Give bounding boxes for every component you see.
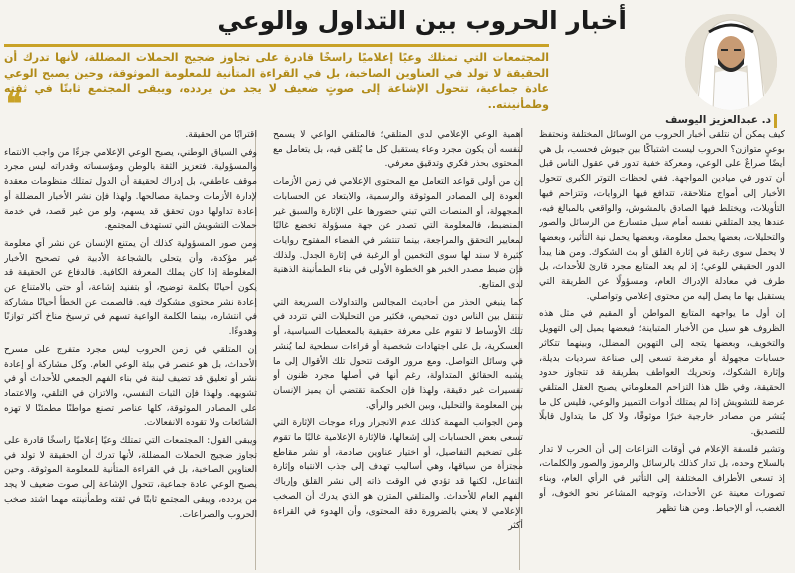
paragraph: ومن الجوانب المهمة كذلك عدم الانجرار وراء موجات الإثارة التي تسعى بعض الحسابات إلى إشعالها، فالإثارة الإعلامية غالبًا ما تقوم على تضخيم التفاصيل، أو اختيار عناوين صادمة، أو نشر مقاطع مجتزأة من سياقها، وهي أساليب تهدف إلى جذب الانتباه وإثارة التفاعل، لكنها قد تؤدي في الوقت ذاته إلى نشر القلق وإرباك الفهم العام للأحداث. والمتلقي المتزن هو الذي يدرك أن الصخب الإعلامي لا يعني بالضرورة دقة المحتوى، وأن الهدوء في القراءة أكثر — [273, 417, 523, 532]
paragraph: أهمية الوعي الإعلامي لدى المتلقي؛ فالمتلقي الواعي لا يسمح لنفسه أن يكون مجرد وعاء يستقبل كل ما يُلقى فيه، بل يتعامل مع المحتوى بحذر فكري وتدقيق معرفي. — [273, 129, 523, 170]
paragraph: إن المتلقي في زمن الحروب ليس مجرد متفرج على مسرح الأحداث، بل هو عنصر في بيئة الوعي العام. وكل مشاركة أو إعادة نشر أو تعليق قد تضيف لبنة في بناء الفهم الجمعي للأحداث أو في تشويهه. ولهذا فإن الثبات النفسي، والاتزان في التلقي، والاعتماد على المصادر الموثوقة، كلها عناصر تصنع مواطنًا مطمئنًا لا تهزه الشائعات ولا تقوده الانفعالات. — [4, 343, 257, 429]
paragraph: إن من أولى قواعد التعامل مع المحتوى الإعلامي في زمن الأزمات العودة إلى المصادر الموثوقة والرسمية، والابتعاد عن الحسابات المجهولة، أو المنصات التي تبني حضورها على الإثارة والسبق غير المنضبط، فالمعلومة التي تصدر عن جهة مسؤولة تخضع غالبًا لمعايير التحقق والمراجعة، بينما تنتشر في الفضاء المفتوح روايات كثيرة لا سند لها سوى التخمين أو الرغبة في إثارة الجدل. ولذلك فإن ضبط مصدر الخبر هو الخطوة الأولى في بناء الطمأنينة الذهنية لدى المتابع. — [273, 176, 523, 291]
paragraph: كيف يمكن أن نتلقى أخبار الحروب من الوسائل المختلفة ونحتفظ بوعيٍ متوازن؟ الحروب ليست اشتباكًا بين جيوش فحسب، بل هي أيضًا صراعٌ على الوعي، ومعركة خفية تدور في عقول الناس قبل أن تدور في ميادين المواجهة. ففي لحظات التوتر الكبرى تتحول الأخبار إلى أمواج متلاحقة، تتدافع فيها الروايات، وتتزاحم فيها التأويلات، ويختلط فيها الصادق بالمشوش، والواقعي بالمبالغ فيه، عندها يجد المتلقي نفسه أمام سيل متسارع من الرسائل والصور والتحليلات، بعضها يحمل معلومة، وبعضها يحمل نية التأثير، وبعضها لا يحمل سوى رغبة في إثارة القلق أو بث الشكوك. ومن هنا يبدأ الدور الحقيقي للوعي؛ إذ لم يعد المتابع مجرد قارئ للأحداث، بل طرف في معادلة الإدراك العام، ومسؤولًا عن الطريقة التي يستقبل بها ما يصل إليه من محتوى إعلامي وتواصلي. — [539, 129, 785, 302]
author-box — [647, 14, 785, 126]
paragraph: إن أول ما يواجهه المتابع المواطن أو المقيم في مثل هذه الظروف هو سيل من الأخبار المتباينة؛ فبعضها يميل إلى التهويل والتخويف، وبعضها يتجه إلى التهوين المضلل، وبينهما تتكاثر حسابات مجهولة أو مغرضة تسعى إلى صناعة سرديات بديلة، وإثارة الشكوك، وتحريك العواطف بطريقة قد تتجاوز حدود الحقيقة، وفي ظل هذا التزاحم المعلوماتي يصبح العقل المتلقي عرضة للتشويش إذا لم يمتلك أدوات التمييز والوعي، فليس كل ما يُنشر من مصادر خارجية خبرًا موثوقًا، ولا كل ما يتداول قابلًا للتصديق. — [539, 308, 785, 438]
paragraph: وتشير فلسفة الإعلام في أوقات النزاعات إلى أن الحرب لا تدار بالسلاح وحده، بل تدار كذلك بالرسائل والرموز والصور والكلمات، إذ تسعى الأطراف المختلفة إلى التأثير في الرأي العام، وبناء تصورات معينة عن الأحداث، وتوجيه المشاعر نحو الخوف، أو الغضب، أو الإحباط. ومن هنا تظهر — [539, 443, 785, 514]
paragraph: اقترابًا من الحقيقة. — [185, 129, 257, 140]
paragraph: وفي السياق الوطني، يصبح الوعي الإعلامي جزءًا من واجب الانتماء والمسؤولية. فتعزيز الثقة بالوطن ومؤسساته وقدراته ليس مجرد موقف عاطفي، بل إدراك لحقيقة أن الدول تمتلك منظومات معقدة لإدارة الأزمات وحماية مصالحها. ولهذا فإن نشر الأخبار المضللة أو إعادة تداولها دون تحقق قد يسهم، ولو من غير قصد، في خدمة حملات التشويش التي تستهدف المجتمع. — [4, 146, 257, 232]
article-title: أخبار الحروب بين التداول والوعي — [217, 6, 627, 35]
title-rule — [4, 44, 549, 47]
author-name: د. عبدالعزيز اليوسف — [665, 114, 771, 126]
column-2 — [273, 128, 523, 573]
quote-mark-icon: ❝ — [6, 87, 23, 122]
paragraph: ويبقى القول: المجتمعات التي تمتلك وعيًا إعلاميًا راسخًا قادرة على تجاوز ضجيج الحملات المضللة، لأنها تدرك أن الحقيقة لا تولد في العناوين الصاخبة، بل في القراءة المتأنية للمعلومة الموثوقة. وحين يصبح الوعي عادة جماعية، تتحول الإشاعة إلى صوت ضعيف لا يجد من يردده، ويبقى المجتمع ثابتًا في ثقته وطمأنينته مهما اشتد صخب الحروب والصراعات. — [4, 435, 257, 520]
author-photo — [685, 14, 777, 110]
column-3 — [4, 128, 257, 573]
paragraph: ومن صور المسؤولية كذلك أن يمتنع الإنسان عن نشر أي معلومة غير مؤكدة، وأن يتحلى بالشجاعة الأدبية في تصحيح الأخبار المغلوطة إذا كان يملك المعرفة الكافية. فالدفاع عن الحقيقة قد يكون أحيانًا بكلمة توضيح، أو بتفنيد إشاعة، أو حتى بالامتناع عن إعادة نشر محتوى مشكوك فيه. فالصمت عن الخطأ أحيانًا مشاركة في انتشاره، بينما الكلمة الواعية تسهم في ترسيخ مناخ أكثر توازنًا وهدوءًا. — [4, 237, 257, 338]
author-accent-bar — [774, 114, 777, 128]
article-body — [4, 128, 793, 573]
article-lead: المجتمعات التي تمتلك وعيًا إعلاميًا راسخًا قادرة على تجاوز ضجيج الحملات المضللة، لأنها تدرك أن الحقيقة لا تولد في العناوين الصاخبة، بل في القراءة المتأنية للمعلومة الموثوقة، وحين يصبح الوعي عادة جماعية، تتحول الإشاعة إلى صوتٍ ضعيف لا يجد من يردده، ويبقى المجتمع ثابتًا في ثقته وطمأنينته.. — [4, 51, 549, 111]
column-1 — [539, 128, 785, 573]
paragraph: كما ينبغي الحذر من أحاديث المجالس والتداولات السريعة التي تنتقل بين الناس دون تمحيص، فكثير من التحليلات التي تتردد في تلك الأوساط لا تقوم على معرفة حقيقية بالمعطيات السياسية، أو العسكرية، بل على اجتهادات شخصية أو قراءات سطحية لما يُنشر في وسائل التواصل. ومع مرور الوقت تتحول تلك الأقوال إلى ما يشبه الحقائق المتداولة، رغم أنها في أصلها مجرد ظنون أو تفسيرات غير دقيقة، ولهذا فإن الحكمة تقتضي أن يميز الإنسان بين المعلومة والتحليل، وبين الخبر والرأي. — [273, 296, 523, 411]
